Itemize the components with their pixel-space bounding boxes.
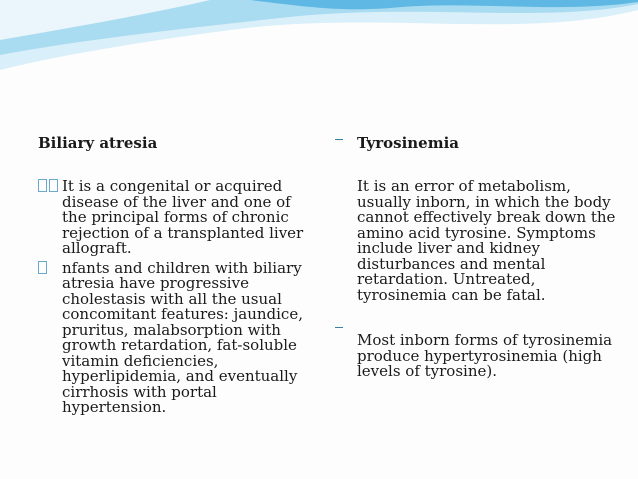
bullet-icon — [38, 261, 49, 279]
right-column-title: Tyrosinemia — [357, 134, 460, 152]
dash-bullet-icon — [335, 139, 343, 140]
right-list-item — [333, 333, 623, 380]
bullet-icon — [38, 179, 60, 197]
left-column-title: Biliary atresia — [38, 134, 158, 152]
header-wave-decoration — [0, 0, 638, 80]
right-list-item — [333, 179, 623, 303]
left-column — [38, 133, 318, 420]
right-item-text: Most inborn forms of tyrosinemia produce hypertyrosinemia (high levels of tyrosine). — [357, 331, 613, 380]
dash-bullet-icon — [335, 327, 343, 328]
right-column-title-row — [333, 133, 623, 153]
right-column — [333, 133, 623, 380]
left-item-text: nfants and children with biliary atresia have progressive cholestasis with all the usual concomitant features: jaundice, pruritus, malabsorption with growth retardation, fat-soluble vitamin deficiencies, hyperlipidemia, and eventually cirrhosis with portal hypertension. — [62, 258, 303, 416]
right-item-text: It is an error of metabolism, usually inborn, in which the body cannot effectively break down the amino acid tyrosine. Symptoms include liver and kidney disturbances and mental retardation. Untreated, tyrosinemia can be fatal. — [357, 177, 616, 304]
left-list-item — [38, 179, 318, 257]
left-item-text: It is a congenital or acquired disease of the liver and one of the principal forms of chronic rejection of a transplanted liver allograft. — [62, 177, 304, 257]
left-list-item — [38, 258, 318, 416]
